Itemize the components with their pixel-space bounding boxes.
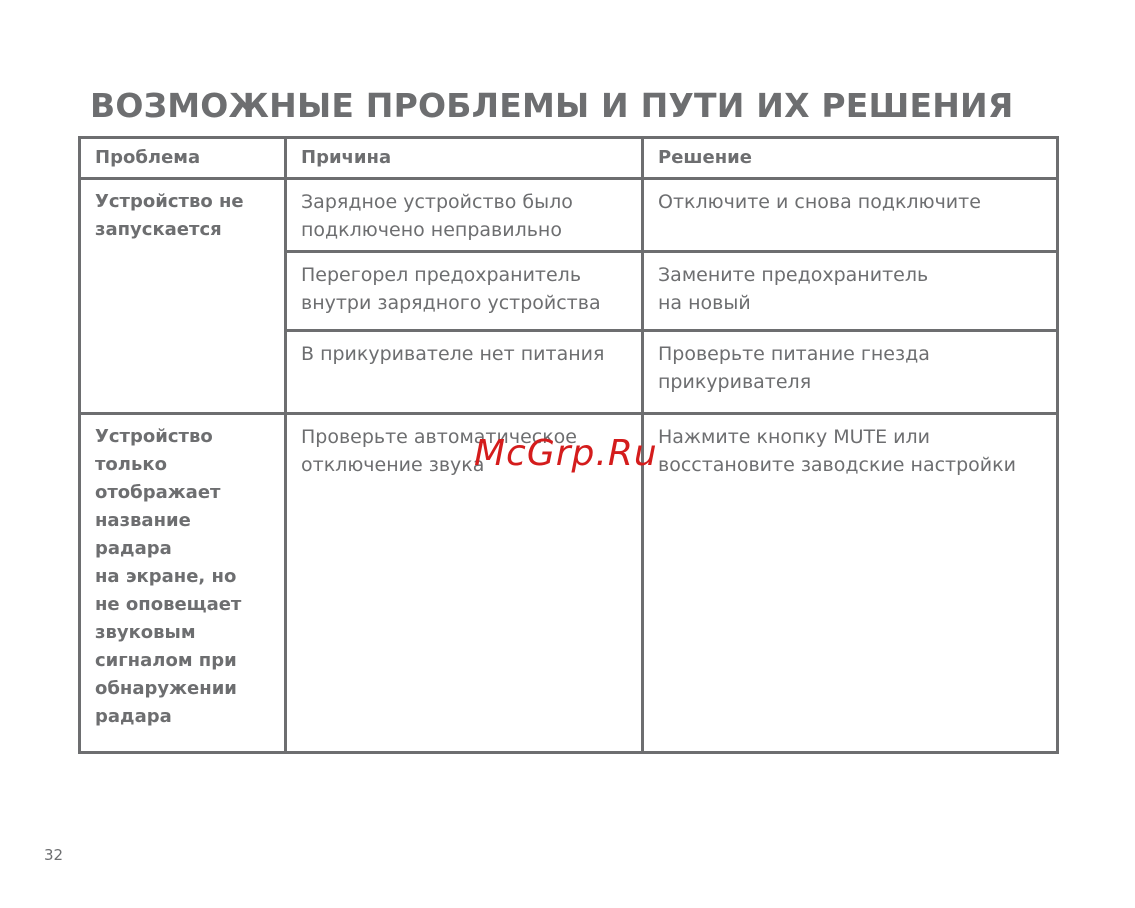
- watermark-text: McGrp.Ru: [474, 433, 658, 474]
- solution-text: Проверьте питание гнезда прикуривателя: [658, 343, 930, 393]
- problem-cell: [80, 179, 286, 414]
- page-number: 32: [44, 846, 64, 864]
- solution-cell: [643, 252, 1058, 331]
- cause-cell: [286, 252, 643, 331]
- cause-text: Проверьте автоматическое отключение звука: [301, 426, 577, 476]
- solution-cell: [643, 179, 1058, 252]
- table-header-row: [80, 138, 1058, 179]
- header-solution: Решение: [643, 138, 1058, 179]
- solution-cell: [643, 331, 1058, 414]
- table-row: [80, 414, 1058, 753]
- table-row: [80, 179, 1058, 252]
- solution-text: Отключите и снова подключите: [658, 191, 981, 213]
- header-cause: Причина: [286, 138, 643, 179]
- problem-text: Устройство только отображает название радара на экране, но не оповещает звуковым сигналом при обнаружении радара: [95, 426, 242, 727]
- cause-text: Зарядное устройство было подключено неправильно: [301, 191, 573, 241]
- solution-text: Нажмите кнопку MUTE или восстановите заводские настройки: [658, 426, 1016, 476]
- problem-text: Устройство не запускается: [95, 191, 244, 240]
- problem-cell: [80, 414, 286, 753]
- troubleshooting-table: [78, 136, 1059, 754]
- solution-cell: [643, 414, 1058, 753]
- cause-text: В прикуривателе нет питания: [301, 343, 605, 365]
- cause-text: Перегорел предохранитель внутри зарядного устройства: [301, 264, 601, 314]
- solution-text: Замените предохранитель на новый: [658, 264, 929, 314]
- cause-cell: [286, 179, 643, 252]
- cause-cell: [286, 414, 643, 753]
- page-title: ВОЗМОЖНЫЕ ПРОБЛЕМЫ И ПУТИ ИХ РЕШЕНИЯ: [90, 86, 1014, 125]
- cause-cell: [286, 331, 643, 414]
- header-problem: Проблема: [80, 138, 286, 179]
